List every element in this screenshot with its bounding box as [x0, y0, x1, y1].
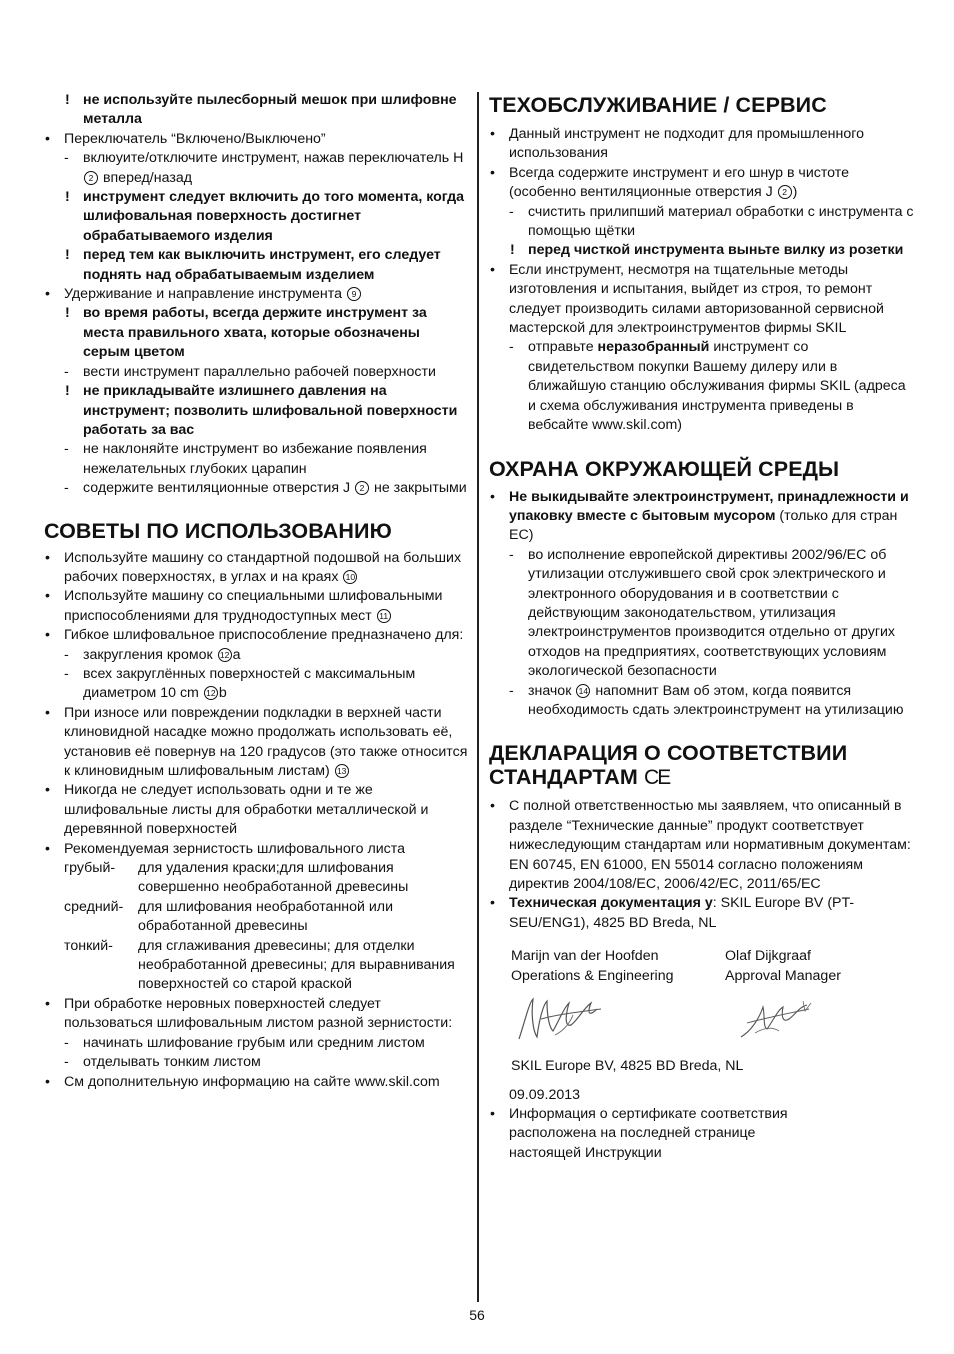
figure-ref-badge: 2 [778, 185, 792, 199]
bullet-text: Переключатель “Включено/Выключено” [64, 130, 326, 147]
bullet-text: • Информация о сертификате соответствия расположена на последней странице настоящей Инструкции [509, 1106, 788, 1161]
bullet-item [44, 587, 469, 626]
signatory-title: Operations & Engineering [511, 967, 674, 984]
bullet-text: При обработке неровных поверхностей следует пользоваться шлифовальным листом разной зернистости: [64, 995, 453, 1032]
dash-item [44, 646, 469, 665]
section-heading-service: ТЕХОБСЛУЖИВАНИЕ / СЕРВИС [489, 93, 827, 117]
grit-text: для сглаживания древесины; для отделки необработанной древесины; для выравнивания поверхностей со старой краской [138, 937, 455, 993]
dash-text: во исполнение европейской директивы 2002/96/ЕС об утилизации отслужившего свой срок электрического и электронного оборудования и в соответствии с действующим законодательством, утилизация электроинструментов производится отдельно от других отходов на предприятиях, соответствующих условиям экологической безопасности [528, 546, 896, 680]
warning-text: не прикладывайте излишнего давления на инструмент; позволить шлифовальной поверхности работать за вас [83, 383, 458, 438]
bullet-text: (только для стран ЕС) [509, 507, 898, 544]
signatory-2 [725, 947, 841, 986]
section-heading-tips: СОВЕТЫ ПО ИСПОЛЬЗОВАНИЮ [44, 518, 392, 543]
bullet-item [44, 130, 469, 149]
dash-text: отправьте [528, 339, 594, 356]
bullet-text: Удерживание и направление инструмента [64, 286, 342, 303]
warning-text: перед чисткой инструмента выньте вилку из розетки [528, 242, 904, 259]
dash-item [489, 682, 914, 721]
bullet-text: : SKIL Europe BV (PT-SEU/ENG1), 4825 BD Breda, NL [509, 895, 855, 931]
figure-ref-badge: 12 [204, 686, 218, 700]
dash-text: счистить прилипший материал обработки с инструмента с помощью щётки [528, 203, 914, 240]
bullet-text: При износе или повреждении подкладки в верхней части клиновидной насадке можно продолжать использовать её, установив её повернув на 120 градусов (это также относится к клиновидным шлифовальным листам) [64, 704, 468, 779]
signatory-name: Olaf Dijkgraaf [725, 948, 811, 965]
warning-item [44, 91, 469, 130]
bullet-item [44, 995, 469, 1034]
left-column [44, 91, 469, 1092]
warning-item [44, 304, 469, 362]
dash-item [44, 440, 469, 479]
bullet-item [489, 261, 914, 339]
dash-text: не закрытыми [373, 480, 467, 497]
bullet-item [44, 1073, 469, 1092]
signatory-1 [511, 947, 673, 986]
warning-item [489, 241, 914, 260]
warning-item [44, 246, 469, 285]
dash-text: содержите вентиляционные отверстия J [83, 480, 351, 497]
dash-text: инструмент со свидетельством покупки Вашему дилеру или в ближайшую станцию обслуживания фирмы SKIL (адреса и схема обслуживания инструмента приведены в вебсайте www.skil.com) [528, 339, 906, 434]
dash-item [44, 1053, 469, 1072]
page-number: 56 [469, 1307, 485, 1323]
right-column [489, 91, 914, 1163]
bullet-text: Данный инструмент не подходит для промышленного использования [509, 126, 864, 162]
dash-text-bold: неразобранный [597, 339, 710, 356]
bullet-item [489, 1105, 914, 1163]
bullet-item [489, 797, 914, 894]
dash-item [44, 1034, 469, 1053]
dash-item [44, 363, 469, 382]
declaration-date: 09.09.2013 [509, 1086, 581, 1103]
grit-row [44, 898, 469, 937]
bullet-text: Если инструмент, несмотря на тщательные методы изготовления и испытания, выйдет из строя, то ремонт следует производить силами авторизованной сервисной мастерской для электроинструментов фирмы SKIL [509, 261, 884, 337]
grit-label: средний- [64, 898, 124, 915]
grit-row [44, 937, 469, 995]
dash-text: всех закруглённых поверхностей с максимальным диаметром 10 cm [83, 665, 416, 702]
signatories [489, 947, 914, 987]
signature-1-icon [511, 991, 606, 1046]
bullet-text: Рекомендуемая зернистость шлифовального листа [64, 840, 406, 857]
warning-item [44, 382, 469, 440]
signatory-name: Marijn van der Hoofden [511, 948, 659, 965]
warning-text: инструмент следует включить до того момента, когда шлифовальная поверхность достигнет обрабатываемого изделия [83, 189, 465, 244]
dash-item [44, 665, 469, 704]
figure-ref-badge: 9 [347, 287, 361, 301]
dash-item [44, 479, 469, 498]
bullet-text: ) [792, 184, 798, 201]
bullet-text-bold: Техническая документация у [509, 895, 713, 912]
bullet-text: См дополнительную информацию на сайте www.skil.com [64, 1073, 440, 1090]
bullet-item [44, 626, 469, 645]
bullet-item [44, 781, 469, 839]
figure-ref-badge: 13 [335, 764, 349, 778]
grit-label: грубый- [64, 860, 116, 877]
section-heading-declaration [489, 741, 914, 790]
figure-ref-badge: 10 [343, 570, 357, 584]
dash-text: напомнит Вам об этом, когда появится необходимость сдать электроинструмент на утилизацию [528, 682, 904, 718]
figure-ref-badge: 11 [377, 609, 391, 623]
grit-text: для удаления краски;для шлифования совершенно необработанной древесины [138, 860, 409, 896]
bullet-text: Используйте машину со стандартной подошвой на больших рабочих поверхностях, в углах и на краях [64, 549, 462, 585]
dash-item [489, 546, 914, 682]
bullet-text: Никогда не следует использовать одни и те же шлифовальные листы для обработки металлической и деревянной поверхностей [64, 782, 429, 838]
signatory-title: Approval Manager [725, 967, 841, 984]
bullet-item [489, 125, 914, 164]
bullet-item [44, 285, 469, 304]
signature-images [489, 987, 914, 1057]
figure-ref-badge: 2 [84, 171, 98, 185]
dash-text: не наклоняйте инструмент во избежание появления нежелательных глубоких царапин [83, 441, 427, 477]
bullet-text: Гибкое шлифовальное приспособление предназначено для: [64, 627, 464, 644]
dash-text: значок [528, 682, 572, 699]
signature-2-icon [737, 997, 817, 1042]
grit-label: тонкий- [64, 937, 113, 954]
column-divider [477, 92, 479, 1302]
warning-item [44, 188, 469, 246]
dash-text: начинать шлифование грубым или средним листом [83, 1034, 425, 1051]
dash-text: закругления кромок [83, 646, 213, 663]
grit-text: для шлифования необработанной или обработанной древесины [138, 898, 393, 935]
grit-row [44, 859, 469, 898]
dash-text: a [232, 646, 241, 663]
ce-mark-icon: CE [644, 766, 670, 790]
dash-item [489, 203, 914, 242]
figure-ref-badge: 12 [218, 648, 232, 662]
warning-text: во время работы, всегда держите инструмент за места правильного хвата, которые обозначены серым цветом [83, 305, 427, 361]
heading-text: ДЕКЛАРАЦИЯ О СООТВЕТСТВИИ СТАНДАРТАМ [489, 741, 848, 790]
bullet-item [44, 549, 469, 588]
dash-text: b [218, 685, 227, 702]
bullet-item [489, 894, 914, 933]
figure-ref-badge: 2 [355, 481, 369, 495]
bullet-item [44, 840, 469, 859]
bullet-text: С полной ответственностью мы заявляем, что описанный в разделе “Технические данные” продукт соответствует нижеследующим стандартам или нормативным документам: EN 60745, EN 61000, EN 55014 согласно положениям директив 2004/108/EC, 2006/42/EC, 2011/65/EC [509, 798, 911, 892]
bullet-text-bold: Не выкидывайте электроинструмент, принадлежности и упаковку вместе с бытовым мусором [509, 488, 909, 524]
bullet-item [489, 164, 914, 203]
dash-item [44, 149, 469, 188]
dash-item [489, 338, 914, 435]
bullet-text: Всегда содержите инструмент и его шнур в чистоте (особенно вентиляционные отверстия J [509, 164, 849, 201]
dash-text: вперед/назад [102, 169, 192, 186]
section-heading-environment: ОХРАНА ОКРУЖАЮЩЕЙ СРЕДЫ [489, 456, 840, 481]
bullet-item [489, 488, 914, 546]
warning-text: перед тем как выключить инструмент, его следует поднять над обрабатываемым изделием [83, 247, 441, 283]
figure-ref-badge: 14 [576, 684, 590, 698]
company-address: SKIL Europe BV, 4825 BD Breda, NL [511, 1058, 744, 1075]
warning-text: не используйте пылесборный мешок при шлифовне металла [83, 92, 457, 128]
dash-text: вклюуите/отключите инструмент, нажав переключатель H [83, 150, 464, 167]
bullet-item [44, 704, 469, 782]
dash-text: вести инструмент параллельно рабочей поверхности [83, 363, 436, 380]
dash-text: отделывать тонким листом [83, 1054, 261, 1071]
bullet-text: Используйте машину со специальными шлифовальными приспособлениями для труднодоступных мест [64, 588, 443, 624]
